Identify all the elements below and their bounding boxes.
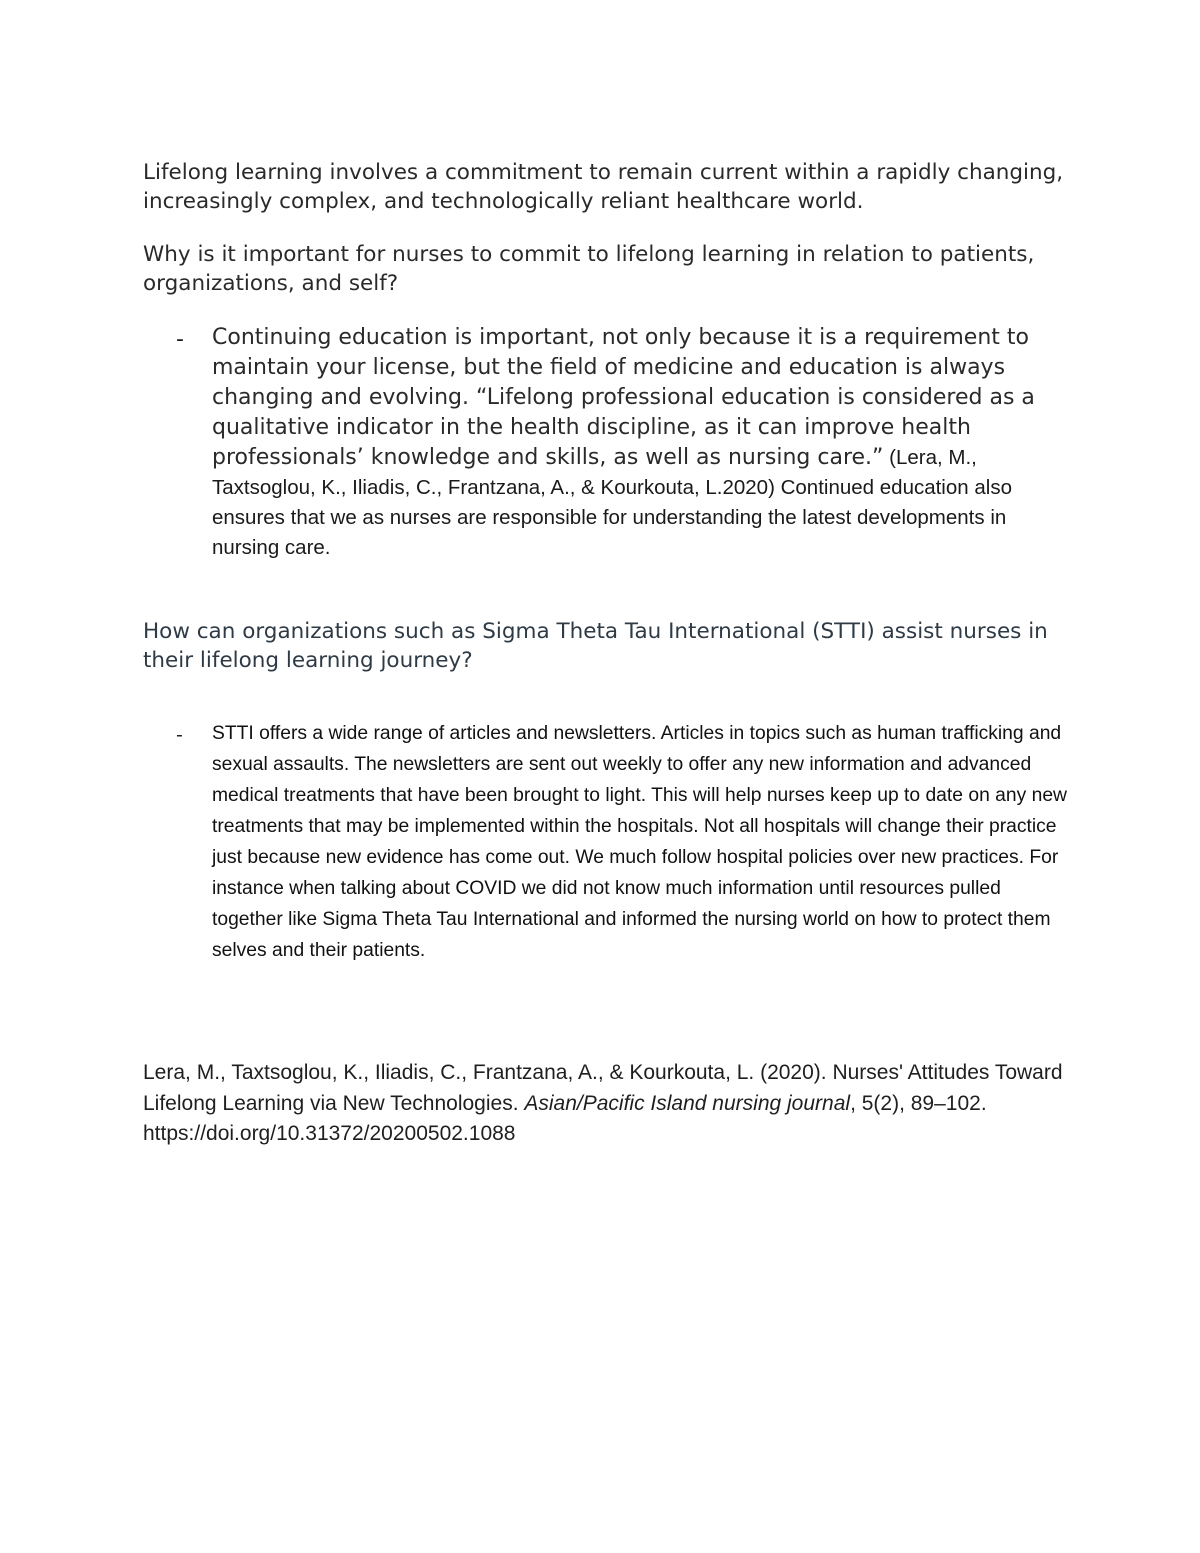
question-2: How can organizations such as Sigma Theta Tau International (STTI) assist nurses in their lifelong learning journey?	[143, 619, 1048, 673]
answer-1-text-part1: Continuing education is important, not only because it is a requirement to maintain your license, but the field of medicine and education is always changing and evolving. “Lifelong professional education is considered as a qualitative indicator in the health discipline, as it can improve health professionals’ knowledge and skills, as well as nursing care.”	[212, 325, 1035, 470]
answer-2-paragraph: STTI offers a wide range of articles and newsletters. Articles in topics such as human trafficking and sexual assaults. The newsletters are sent out weekly to offer any new information and advanced medical treatments that have been brought to light. This will help nurses keep up to date on any new treatments that may be implemented within the hospitals. Not all hospitals will change their practice just because new evidence has come out. We much follow hospital policies over new practices. For instance when talking about COVID we did not know much information until resources pulled together like Sigma Theta Tau International and informed the nursing world on how to protect them selves and their patients.	[212, 723, 1067, 961]
reference-tail: , 5(2), 89–102. https://doi.org/10.31372/20200502.1088	[143, 1091, 987, 1145]
reference-citation	[143, 1058, 1063, 1150]
bullet-dash-1: -	[176, 327, 184, 352]
question-1: Why is it important for nurses to commit to lifelong learning in relation to patients, organizations, and self?	[143, 242, 1035, 296]
bullet-dash-2: -	[176, 724, 183, 746]
reference-journal: Asian/Pacific Island nursing journal	[524, 1091, 851, 1115]
answer-1-paragraph	[212, 323, 1072, 563]
intro-paragraph: Lifelong learning involves a commitment to remain current within a rapidly changing, increasingly complex, and technologically reliant healthcare world.	[143, 160, 1064, 214]
reference-authors-title: Lera, M., Taxtsoglou, K., Iliadis, C., Frantzana, A., & Kourkouta, L. (2020). Nurses' Attitudes Toward Lifelong Learning via New Technologies.	[143, 1061, 1063, 1115]
answer-1-text-part2: (Lera, M., Taxtsoglou, K., Iliadis, C., Frantzana, A., & Kourkouta, L.2020) Continued education also ensures that we as nurses are responsible for understanding the latest developments in nursing care.	[212, 446, 1012, 559]
